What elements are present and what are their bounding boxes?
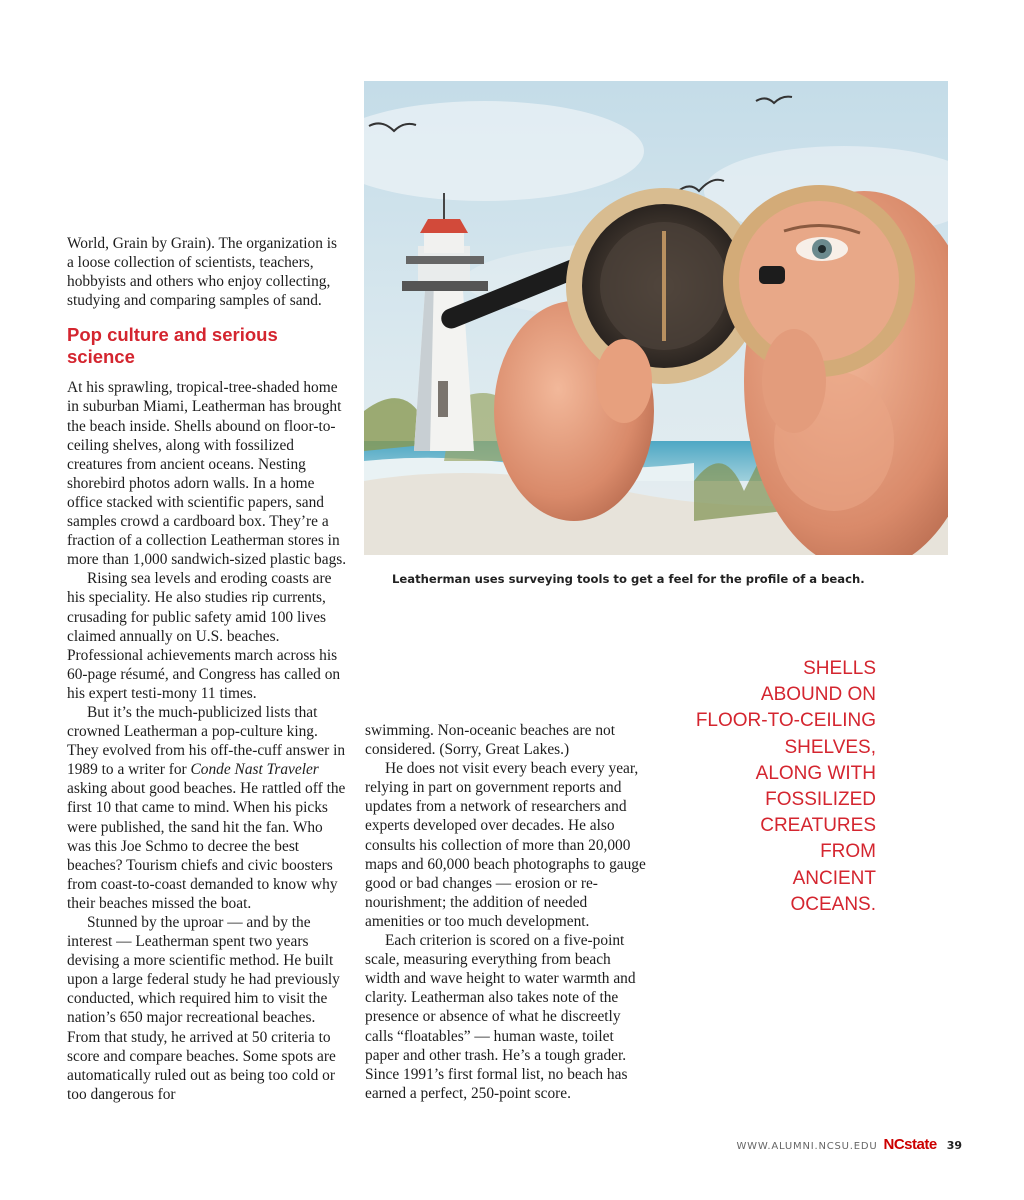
section-subhead: Pop culture and serious science	[67, 324, 278, 368]
page-footer	[736, 1136, 962, 1153]
paragraph-1: At his sprawling, tropical-tree-shaded home in suburban Miami, Leatherman has brought the beach inside. Shells abound on floor-to-ceiling shelves, along with fossilized creatures from ancient oceans. Nesting shorebird photos adorn walls. In a home office stacked with scientific papers, sand samples crowd a cardboard box. They’re a fraction of a collection Leatherman stores in more than 1,000 sandwich-sized plastic bags.	[67, 379, 347, 569]
paragraph-3	[67, 703, 347, 913]
article-column-right	[365, 721, 649, 1103]
photo-caption: Leatherman uses surveying tools to get a feel for the profile of a beach.	[392, 572, 865, 586]
paragraph-6: He does not visit every beach every year, relying in part on government reports and updates from a network of researchers and experts developed over decades. He also consults his collection of more than 20,000 maps and 60,000 beach photographs to gauge good or bad changes — erosion or re-nourishment; the addition of needed amenities or too much development.	[365, 760, 646, 930]
page-number: 39	[946, 1139, 962, 1152]
pull-quote-line: ALONG WITH	[755, 762, 876, 784]
paragraph-2: Rising sea levels and eroding coasts are his speciality. He also studies rip currents, crusading for public safety amid 100 lives claimed annually on U.S. beaches. Professional achievements march across his 60-page résumé, and Congress has called on his expert testi-mony 11 times.	[67, 570, 341, 702]
paragraph-7: Each criterion is scored on a five-point scale, measuring everything from beach width and wave height to water warmth and clarity. Leatherman also takes note of the presence or absence of what he discreetly calls “floatables” — human waste, toilet paper and other trash. He’s a tough grader. Since 1991’s first formal list, no beach has earned a perfect, 250-point score.	[365, 932, 636, 1102]
pull-quote	[664, 656, 876, 918]
ncstate-logo: NCstate	[883, 1136, 937, 1153]
magazine-title: Conde Nast Traveler	[190, 761, 319, 779]
pull-quote-line: SHELVES,	[784, 736, 876, 758]
footer-url: WWW.ALUMNI.NCSU.EDU	[736, 1141, 878, 1152]
paragraph-3-start: But it’s the much-publicized lists that crowned Leatherman a pop-culture king. They evolved from his off-the-cuff answer in 1989 to a writer for	[67, 703, 346, 779]
intro-paragraph: World, Grain by Grain). The organization is a loose collection of scientists, teachers, hobbyists and others who enjoy collecting, studying and comparing samples of sand.	[67, 235, 338, 310]
pull-quote-line: FOSSILIZED	[765, 789, 876, 811]
pull-quote-line: SHELLS	[803, 658, 876, 679]
pull-quote-line: ANCIENT	[792, 867, 876, 889]
article-photo	[364, 81, 948, 555]
pull-quote-line: FROM	[820, 841, 876, 863]
paragraph-4: Stunned by the uproar — and by the interest — Leatherman spent two years devising a more scientific method. He built upon a large federal study he had previously conducted, which required him to visit the nation’s 650 major recreational beaches. From that study, he arrived at 50 criteria to score and compare beaches. Some spots are automatically ruled out as being too cold or too dangerous for	[67, 914, 340, 1103]
paragraph-3-end: asking about good beaches. He rattled off the first 10 that came to mind. When his picks were published, the sand hit the fan. Who was this Joe Schmo to decree the best beaches? Tourism chiefs and civic boosters from coast-to-coast demanded to know why their beaches missed the boat.	[67, 780, 346, 912]
article-column-left	[67, 234, 347, 1104]
pull-quote-line: CREATURES	[760, 815, 876, 837]
paragraph-5: swimming. Non-oceanic beaches are not considered. (Sorry, Great Lakes.)	[365, 722, 616, 759]
pull-quote-line: ABOUND ON	[760, 684, 876, 706]
pull-quote-line: OCEANS.	[790, 893, 876, 915]
pull-quote-line: FLOOR-TO-CEILING	[695, 710, 876, 732]
